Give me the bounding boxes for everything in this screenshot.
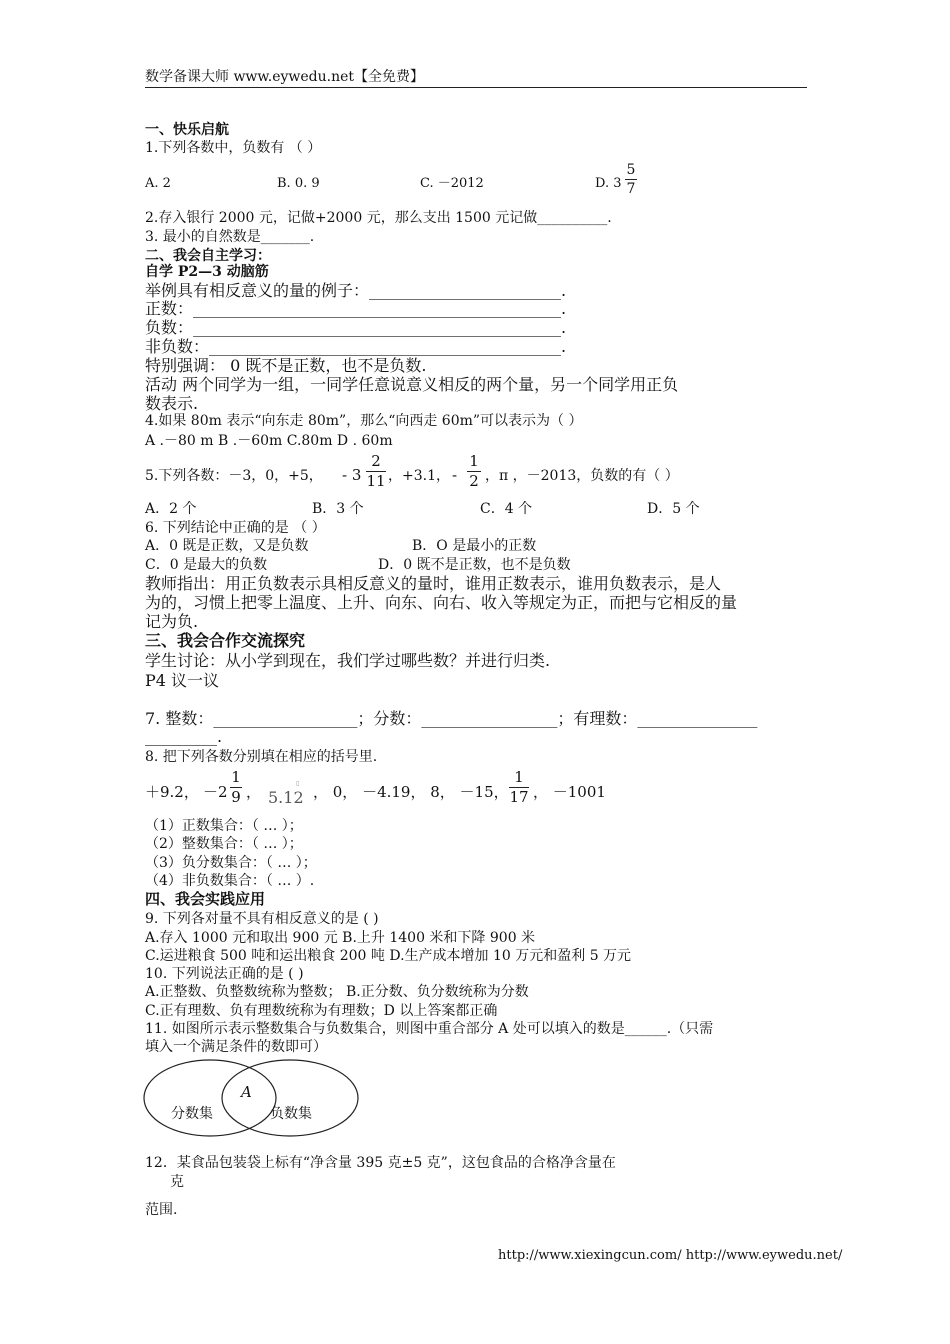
fraction-numerator: 5 [626,162,636,178]
page-header: 数学备课大师 www.eywedu.net【全免费】 [145,69,425,85]
q4-options: A .－80 m B .－60m C.80m D . 60m [145,433,393,449]
q1-stem: 1.下列各数中，负数有 （ ） [145,140,322,156]
q11-line-1: 11. 如图所示表示整数集合与负数集合，则图中重合部分 A 处可以填入的数是______.（只需 [145,1021,714,1037]
q1-option-d: D. 3 [595,176,622,191]
header-rule [145,87,807,88]
q12-line-2: 克 [170,1174,184,1190]
q8-number-1: ＋9.2， [145,783,199,801]
q3: 3. 最小的自然数是_______. [145,229,315,245]
study-line-7: 数表示. [145,394,199,413]
q9-stem: 9. 下列各对量不具有相反意义的是 ( ) [145,911,379,927]
q8-fraction-1-17 [509,770,529,805]
study-line-3: 负数：______________________________________________. [145,318,567,337]
q8-number-2: －2 [203,783,228,801]
q6-option-b: B．O 是最小的正数 [412,538,537,554]
section-1-title: 一、快乐启航 [145,122,229,138]
venn-left-ellipse [144,1060,276,1136]
q8-set-1: （1）正数集合：（ … ）； [145,818,303,834]
q6-option-a: A．0 既是正数，又是负数 [145,538,309,554]
teacher-note-line-3: 记为负. [145,612,199,631]
page-footer: http://www.xiexingcun.com/ http://www.eywedu.net/ [498,1248,843,1263]
q10-stem: 10. 下列说法正确的是 ( ) [145,966,304,982]
teacher-note-line-2: 为的，习惯上把零上温度、上升、向东、向右、收入等规定为正，而把与它相反的量 [145,593,738,612]
q1-option-c: C. －2012 [420,176,484,191]
teacher-note-line-1: 教师指出：用正负数表示具相反意义的量时，谁用正数表示，谁用负数表示，是人 [145,574,722,593]
q8-stem: 8. 把下列各数分别填在相应的括号里. [145,749,378,765]
q6-stem: 6. 下列结论中正确的是 （ ） [145,520,326,536]
fraction-numerator: 2 [371,452,381,470]
q9-options-cd: C.运进粮食 500 吨和运出粮食 200 吨 D.生产成本增加 10 万元和盈利 5 万元 [145,948,632,964]
q8-number-repeating: 5.12 [268,788,304,807]
q5-option-d: D．5 个 [647,501,700,517]
study-line-5: 特别强调： 0 既不是正数，也不是负数. [145,356,427,375]
q5-neg-sign: - [452,466,458,484]
q9-options-ab: A.存入 1000 元和取出 900 元 B.上升 1400 米和下降 900 米 [145,930,536,946]
q12-line-3: 范围. [145,1202,178,1218]
q8-fraction-1-9 [230,770,242,805]
q5-fraction-2-11 [366,454,386,489]
venn-center-label: A [241,1083,252,1101]
p4-label: P4 议一议 [145,671,220,690]
q5-prefix: 5.下列各数：－3，0，+5， [145,468,323,484]
study-line-6: 活动 两个同学为一组，一同学任意说意义相反的两个量，另一个同学用正负 [145,375,679,394]
q6-option-c: C．0 是最大的负数 [145,557,268,573]
section-4-title: 四、我会实践应用 [145,890,266,908]
fraction-denominator: 9 [231,788,241,806]
fraction-denominator: 2 [469,472,479,490]
q8-numbers-rest: ， 0， －4.19， 8， －15， [313,783,509,801]
q8-comma: ， [246,783,262,801]
q8-set-2: （2）整数集合：（ … ）； [145,836,303,852]
discussion: 学生讨论：从小学到现在，我们学过哪些数？并进行归类. [145,651,551,670]
fraction-denominator: 17 [509,788,529,806]
q5-option-c: C．4 个 [480,501,533,517]
q7-line-1: 7. 整数：__________________；分数：_________________；有理数：_______________ [145,709,758,728]
q10-options-ab: A.正整数、负整数统称为整数； B.正分数、负分数统称为分数 [145,984,529,1000]
q8-set-4: （4）非负数集合：（ … ）. [145,873,315,889]
fraction-denominator: 11 [366,472,386,490]
fraction-numerator: 1 [231,768,241,786]
q1-option-d-fraction [625,163,637,196]
q1-option-a: A. 2 [145,176,171,191]
q7-line-2: _________. [145,727,223,746]
q2: 2.存入银行 2000 元，记做+2000 元，那么支出 1500 元记做__________. [145,210,612,226]
venn-left-label: 分数集 [171,1106,213,1122]
q5-tail: ，π ，－2013，负数的有（ ） [485,468,679,484]
q12-line-1: 12．某食品包装袋上标有“净含量 395 克±5 克”，这包食品的合格净含量在 [145,1155,616,1171]
section-2-subtitle: 自学 P2—3 动脑筋 [145,264,269,280]
venn-right-label: 负数集 [270,1106,312,1122]
q8-set-3: （3）负分数集合：（ … ）； [145,855,317,871]
q6-option-d: D．0 既不是正数，也不是负数 [378,557,571,573]
q5-option-a: A．2 个 [145,501,197,517]
section-3-title: 三、我会合作交流探究 [145,631,306,650]
q11-line-2: 填入一个满足条件的数即可） [145,1039,327,1055]
q5-neg-mixed: - 3 [342,466,362,484]
q5-fraction-1-2 [467,454,481,489]
q10-options-cd: C.正有理数、负有理数统称为有理数；D 以上答案都正确 [145,1003,498,1019]
fraction-denominator: 7 [626,181,636,197]
repeating-dot-icon: ▯ [296,780,300,787]
study-line-4: 非负数：____________________________________________. [145,337,567,356]
study-line-1: 举例具有相反意义的量的例子：________________________. [145,281,567,300]
study-line-2: 正数：______________________________________________. [145,299,567,318]
fraction-numerator: 1 [469,452,479,470]
q5-option-b: B．3 个 [312,501,364,517]
section-2-title: 二、我会自主学习： [145,248,271,264]
q1-option-b: B. 0. 9 [277,176,320,191]
q5-mid: ，+3.1， [388,468,450,484]
q4-stem: 4.如果 80m 表示“向东走 80m”，那么“向西走 60m”可以表示为（ ） [145,413,583,429]
fraction-numerator: 1 [514,768,524,786]
q8-number-last: ， －1001 [533,783,606,801]
